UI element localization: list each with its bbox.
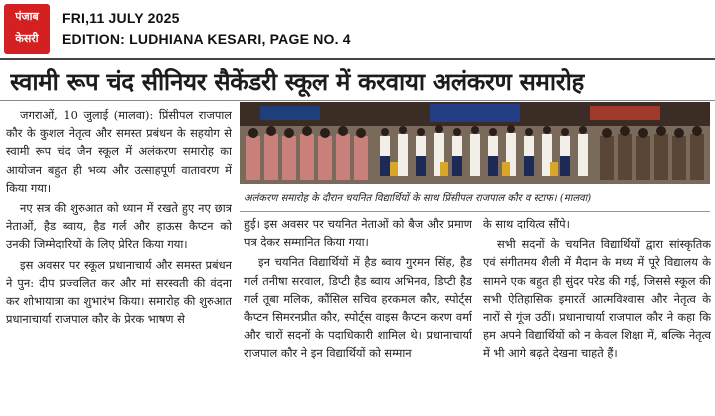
ceremony-photo xyxy=(240,102,710,184)
header-divider xyxy=(0,58,715,60)
punjab-kesari-logo xyxy=(4,4,50,54)
paragraph: सभी सदनों के चयनित विद्यार्थियों द्वारा सांस्कृतिक एवं संगीतमय शैली में मैदान के मध्य में पूरे विद्यालय के सामने एक बहुत ही सुंदर परेड की गई, जिससे स्कूल की सभी ऐतिहासिक इमारतें आत्मविश्वास और नेतृत्व के नारों से गूंज उठीं। प्रधानाचार्या राजपाल कौर ने कहा कि हम अपने विद्यार्थियों को न केवल शिक्षा में, बल्कि नेतृत्व में भी आगे बढ़ते देखना चाहते हैं। xyxy=(483,237,711,361)
article-column-1 xyxy=(6,106,232,416)
edition-info: EDITION: LUDHIANA KESARI, PAGE NO. 4 xyxy=(62,31,351,47)
paragraph: के साथ दायित्व सौंपे। xyxy=(483,217,570,231)
paragraph: हुई। इस अवसर पर चयनित नेताओं को बैज और प्रमाण पत्र देकर सम्मानित किया गया। xyxy=(244,217,472,250)
paragraph: इन चयनित विद्यार्थियों में हैड ब्वाय गुरमन सिंह, हैड गर्ल तनीषा सरवाल, डिप्टी हैड ब्वाय अभिनव, डिप्टी हैड गर्ल तूबा मलिक, कौंसिल सचिव हरकमल कौर, स्पोर्ट्स कैप्टन सिमरनप्रीत कौर, स्पोर्ट्स वाइस कैप्टन करण वर्मा और चारों सदनों के पदाधिकारी शामिल थे। प्रधानाचार्या राजपाल कौर ने इन विद्यार्थियों को सम्मान xyxy=(244,255,472,361)
headline-divider xyxy=(0,100,715,101)
publication-date: FRI,11 JULY 2025 xyxy=(62,10,180,26)
paragraph: जगराओं, 10 जुलाई (मालवा): प्रिंसीपल राजपाल कौर के कुशल नेतृत्व और समस्त प्रबंधन के सहयोग से स्वामी रूप चंद जैन स्कूल में अलंकरण समारोह का आयोजन बहुत ही भव्य और उत्साहपूर्ण वातावरण में किया गया। xyxy=(6,108,232,195)
logo-line-2: केसरी xyxy=(15,32,39,45)
article-headline: स्वामी रूप चंद सीनियर सैकेंडरी स्कूल में करवाया अलंकरण समारोह xyxy=(10,68,584,96)
article-column-3 xyxy=(483,215,711,415)
paragraph: इस अवसर पर स्कूल प्रधानाचार्य और समस्त प्रबंधन ने पुन: दीप प्रज्वलित कर और मां सरस्वती की वंदना कर शोभायात्रा का शुभारंभ किया। समारोह की शुरुआत प्रधानाचार्या राजपाल कौर के प्रेरक भाषण से xyxy=(6,257,232,327)
logo-line-1: पंजाब xyxy=(15,10,39,23)
paragraph: नए सत्र की शुरुआत को ध्यान में रखते हुए नए छात्र नेताओं, हैड ब्वाय, हैड गर्ल और हाऊस कैप्टन को उनकी जिम्मेदारियों के लिए प्रेरित किया गया। xyxy=(6,201,232,252)
caption-divider xyxy=(240,211,710,212)
article-column-2 xyxy=(244,215,472,415)
ceremony-photo-illustration xyxy=(240,102,710,184)
photo-caption: अलंकरण समारोह के दौरान चयनित विद्यार्थियों के साथ प्रिंसीपल राजपाल कौर व स्टाफ। (मालवा) xyxy=(244,193,592,204)
